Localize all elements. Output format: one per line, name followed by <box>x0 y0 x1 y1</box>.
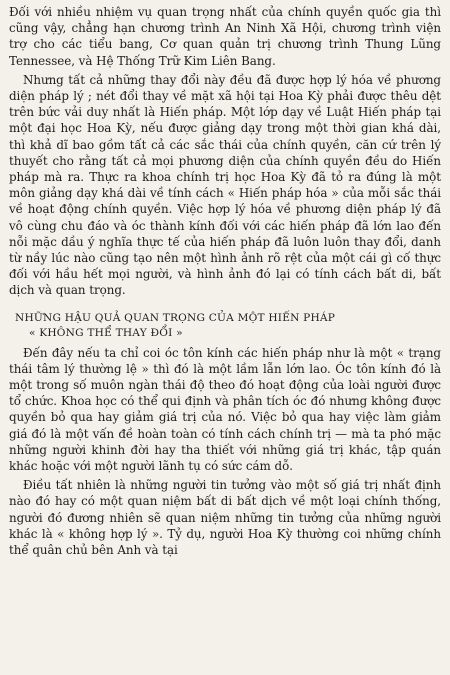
paragraph: Nhưng tất cả những thay đổi này đều đã được hợp lý hóa về phương diện pháp lý ; nét đổi thay về mặt xã hội tại Hoa Kỳ phải được thêu dệt trên bức vải duy nhất là Hiến pháp. Một lớp dạy về Luật Hiến pháp tại một đại học Hoa Kỳ, nếu được giảng dạy trong một thời gian khá dài, thì khả dĩ bao gồm tất cả các sắc thái của chính quyền, căn cứ trên lý thuyết cho rằng tất cả mọi phương diện của chính quyền đều do Hiến pháp mà ra. Thực ra khoa chính trị học Hoa Kỳ đã tỏ ra đúng là một môn giảng dạy khá dài về tính cách « Hiến pháp hóa » của mỗi sắc thái về hoạt động chính quyền. Việc hợp lý hóa về phương diện pháp lý đã vô cùng chu đáo và óc thành kính đối với các hiến pháp đã lớn lao đến nỗi mặc dầu ý nghĩa thực tế của hiến pháp đã luôn luôn thay đổi, danh từ nầy lúc nào cũng tạo nên một hình ảnh rõ rệt của một cái gì cố thực đối với hầu hết mọi người, và hình ảnh đó lại có tính cách bất di, bất dịch và quan trọng. <box>9 72 441 298</box>
section-heading-line2: « KHÔNG THỂ THAY ĐỔI » <box>29 326 183 339</box>
section-heading <box>9 311 441 341</box>
paragraph: Đối với nhiều nhiệm vụ quan trọng nhất của chính quyền quốc gia thì cũng vậy, chẳng hạn chương trình An Ninh Xã Hội, chương trình viện trợ cho các tiểu bang, Cơ quan quản trị chương trình Thung Lũng Tennessee, và Hệ Thống Trữ Kim Liên Bang. <box>9 5 441 68</box>
paragraph: Đến đây nếu ta chỉ coi óc tôn kính các hiến pháp như là một « trạng thái tâm lý thường lệ » thì đó là một lầm lẫn lớn lao. Óc tôn kính đó là một trong số muôn ngàn thái độ theo đó hoạt động của loài người được tổ chức. Khoa học có thể qui định và phân tích óc đó nhưng không được quyền bỏ qua hay giảm giá trị của nó. Việc bỏ qua hay việc làm giảm giá đó là một vấn đề hoàn toàn có tính cách chính trị — mà ta phó mặc những người khinh đời hay tha thiết với những giá trị khác, tập quán khác hoặc với một người lãnh tụ có sức cám dỗ. <box>9 345 441 474</box>
paragraph: Điều tất nhiên là những người tin tưởng vào một số giá trị nhất định nào đó hay có một quan niệm bất di bất dịch về một loại chính thống, người đó đương nhiên sẽ quan niệm những tin tưởng của những người khác là « không hợp lý ». Tỷ dụ, người Hoa Kỳ thường coi những chính thể quân chủ bên Anh và tại <box>9 478 441 558</box>
section-heading-line1: NHỮNG HẬU QUẢ QUAN TRỌNG CỦA MỘT HIẾN PHÁP <box>15 311 336 324</box>
